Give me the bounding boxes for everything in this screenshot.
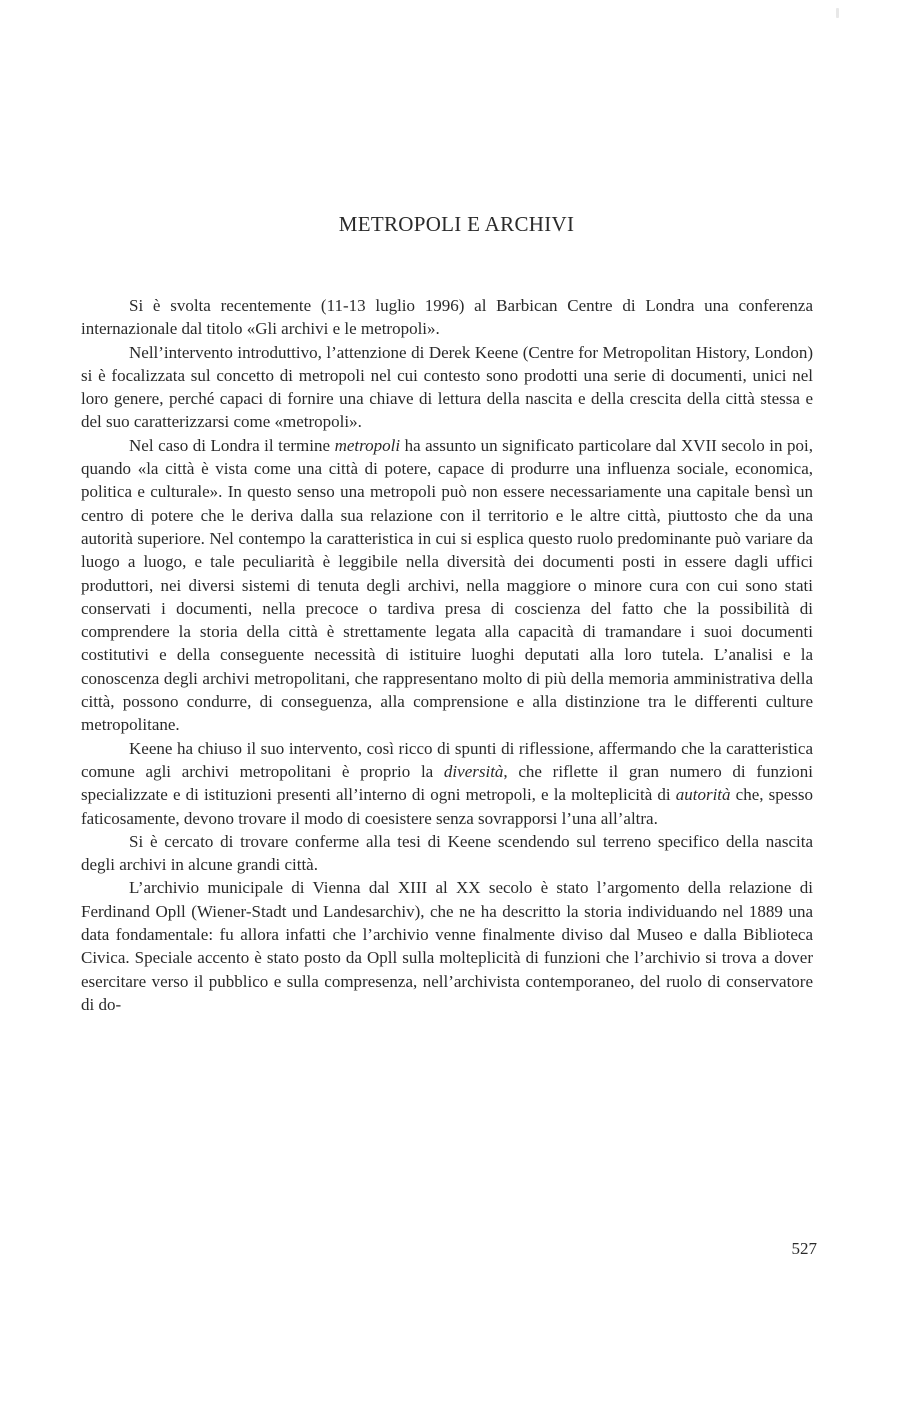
paragraph-3	[81, 434, 813, 737]
italic-term-diversita: diversità	[443, 761, 504, 781]
paragraph-3-part-a: Nel caso di Londra il termine	[129, 435, 335, 455]
paragraph-5: Si è cercato di trovare conferme alla tesi di Keene scendendo sul terreno specifico della nascita degli archivi in alcune grandi città.	[81, 831, 813, 875]
scan-mark	[836, 8, 839, 18]
page-number: 527	[791, 1239, 817, 1258]
paragraph-1: Si è svolta recentemente (11-13 luglio 1996) al Barbican Centre di Londra una conferenza internazionale dal titolo «Gli archivi e le metropoli».	[81, 296, 813, 339]
paragraph-2: Nell’intervento introduttivo, l’attenzione di Derek Keene (Centre for Metropolitan History, London) si è focalizzata sul concetto di metropoli nel cui contesto sono prodotti una serie di documenti, unici nel loro genere, perché capaci di fornire una chiave di lettura della nascita e della crescita della città stessa e del suo caratterizzarsi come «metropoli».	[81, 342, 813, 432]
paragraph-4-part-c: che, spesso faticosamente, devono trovare il modo di coesistere senza sovrapporsi l’una all’altra.	[81, 785, 814, 828]
paragraph-4	[81, 737, 813, 830]
italic-term-autorita: autorità	[675, 785, 731, 805]
paragraph-3-part-b: ha assunto un significato particolare dal XVII secolo in poi, quando «la città è vista come una città di potere, capace di produrre una influenza sociale, economica, politica e culturale». In questo senso una metropoli può non essere necessariamente una capitale bensì un centro di potere che le deriva dalla sua relazione con il territorio e le altre città, piuttosto che da una autorità superiore. Nel contempo la caratteristica in cui si esplica questo ruolo predominante può variare da luogo a luogo, e tale peculiarità è leggibile nella diversità dei documenti posti in essere dagli uffici produttori, nei diversi sistemi di tenuta degli archivi, nella maggiore o minore cura con cui sono stati conservati i documenti, nella precoce o tardiva presa di coscienza del fatto che la possibilità di comprendere la storia della città è strettamente legata alla capacità di tramandare i suoi documenti costitutivi e della conseguente necessità di istituire luoghi deputati alla loro tutela. L’analisi e la conoscenza degli archivi metropolitani, che rappresentano molto di più della memoria amministrativa della città, possono condurre, di conseguenza, alla comprensione e alla distinzione tra le differenti culture metropolitane.	[81, 435, 814, 735]
paragraph-6: L’archivio municipale di Vienna dal XIII al XX secolo è stato l’argomento della relazione di Ferdinand Opll (Wiener-Stadt und Landesarchiv), che ne ha descritto la storia individuando nel 1889 una data fondamentale: fu allora infatti che l’archivio venne finalmente diviso dal Museo e dalla Biblioteca Civica. Speciale accento è stato posto da Opll sulla molteplicità di funzioni che l’archivio si trova a dover esercitare verso il pubblico e sulla compresenza, nell’archivista contemporaneo, del ruolo di conservatore di do-	[81, 878, 813, 1014]
paragraph-4-part-a: Keene ha chiuso il suo intervento, così ricco di spunti di riflessione, affermando che la caratteristica comune agli archivi metropolitani è proprio la	[81, 738, 813, 781]
page-title: METROPOLI E ARCHIVI	[338, 212, 575, 236]
paragraph-4-part-b: , che riflette il gran numero di funzioni specializzate e di istituzioni presenti all’interno di ogni metropoli, e la molteplicità di	[81, 761, 813, 805]
article-body	[81, 294, 813, 1016]
italic-term-metropoli: metropoli	[334, 435, 401, 455]
